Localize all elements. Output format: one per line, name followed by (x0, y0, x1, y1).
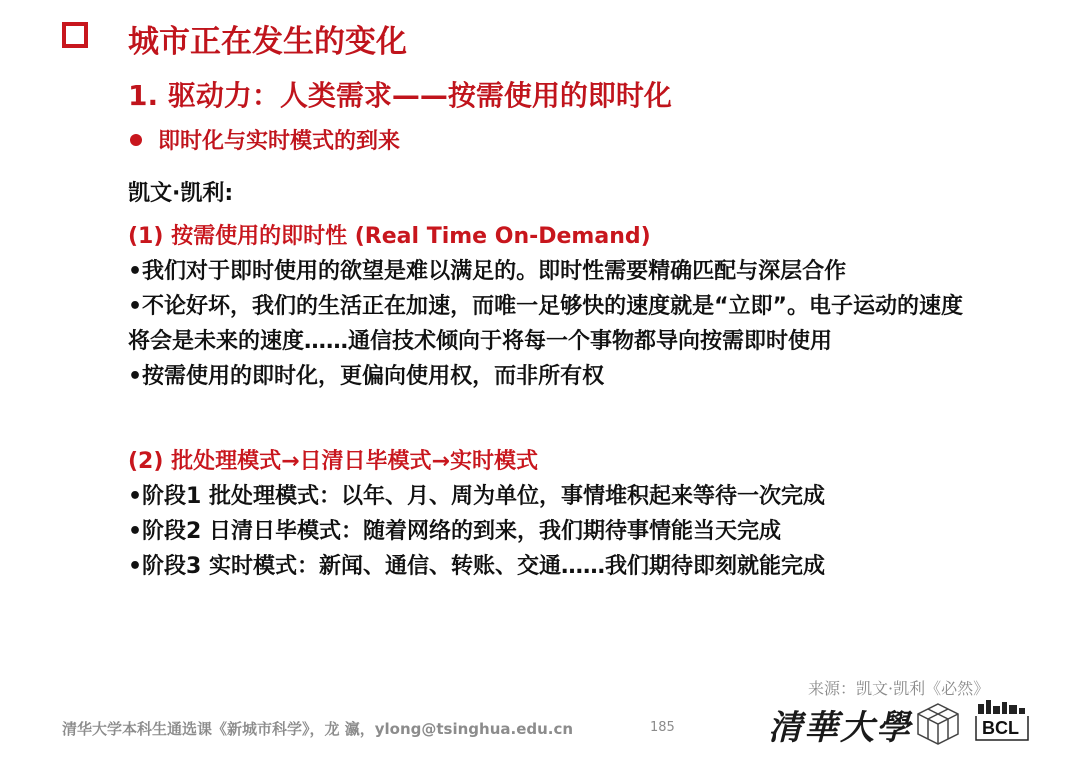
section-2-line-3: •阶段3 实时模式：新闻、通信、转账、交通……我们期待即刻就能完成 (128, 554, 826, 579)
section-2-line-1: •阶段1 批处理模式：以年、月、周为单位，事情堆积起来等待一次完成 (128, 484, 826, 509)
tsinghua-logo: 清華大學 (768, 708, 912, 748)
bcl-logo-text: BCL (982, 718, 1019, 738)
section-1-line-1: •我们对于即时使用的欲望是难以满足的。即时性需要精确匹配与深层合作 (128, 259, 847, 284)
page-number: 185 (650, 720, 675, 735)
title-square-icon (62, 22, 88, 48)
section-1-line-3: •按需使用的即时化，更偏向使用权，而非所有权 (128, 364, 605, 389)
page-subtitle: 1. 驱动力：人类需求——按需使用的即时化 (128, 79, 672, 112)
section-2-heading: (2) 批处理模式→日清日毕模式→实时模式 (128, 449, 538, 474)
footer-course-info: 清华大学本科生通选课《新城市科学》，龙 瀛，ylong@tsinghua.edu.cn (62, 720, 574, 738)
section-1-line-2: •不论好坏，我们的生活正在加速，而唯一足够快的速度就是“立即”。电子运动的速度将会是未来的速度……通信技术倾向于将每一个事物都导向按需即时使用 (128, 294, 963, 354)
source-citation: 来源：凯文·凯利《必然》 (808, 679, 990, 698)
bullet-heading: 即时化与实时模式的到来 (158, 129, 401, 154)
bullet-dot-icon (130, 134, 142, 146)
cube-logo-icon (914, 702, 962, 750)
section-2-line-2: •阶段2 日清日毕模式：随着网络的到来，我们期待事情能当天完成 (128, 519, 782, 544)
author-label: 凯文·凯利: (128, 181, 234, 206)
section-1 (128, 219, 988, 394)
bcl-logo (972, 696, 1032, 750)
section-1-heading: (1) 按需使用的即时性 (Real Time On-Demand) (128, 224, 651, 249)
section-2 (128, 444, 988, 584)
page-title: 城市正在发生的变化 (128, 24, 407, 60)
